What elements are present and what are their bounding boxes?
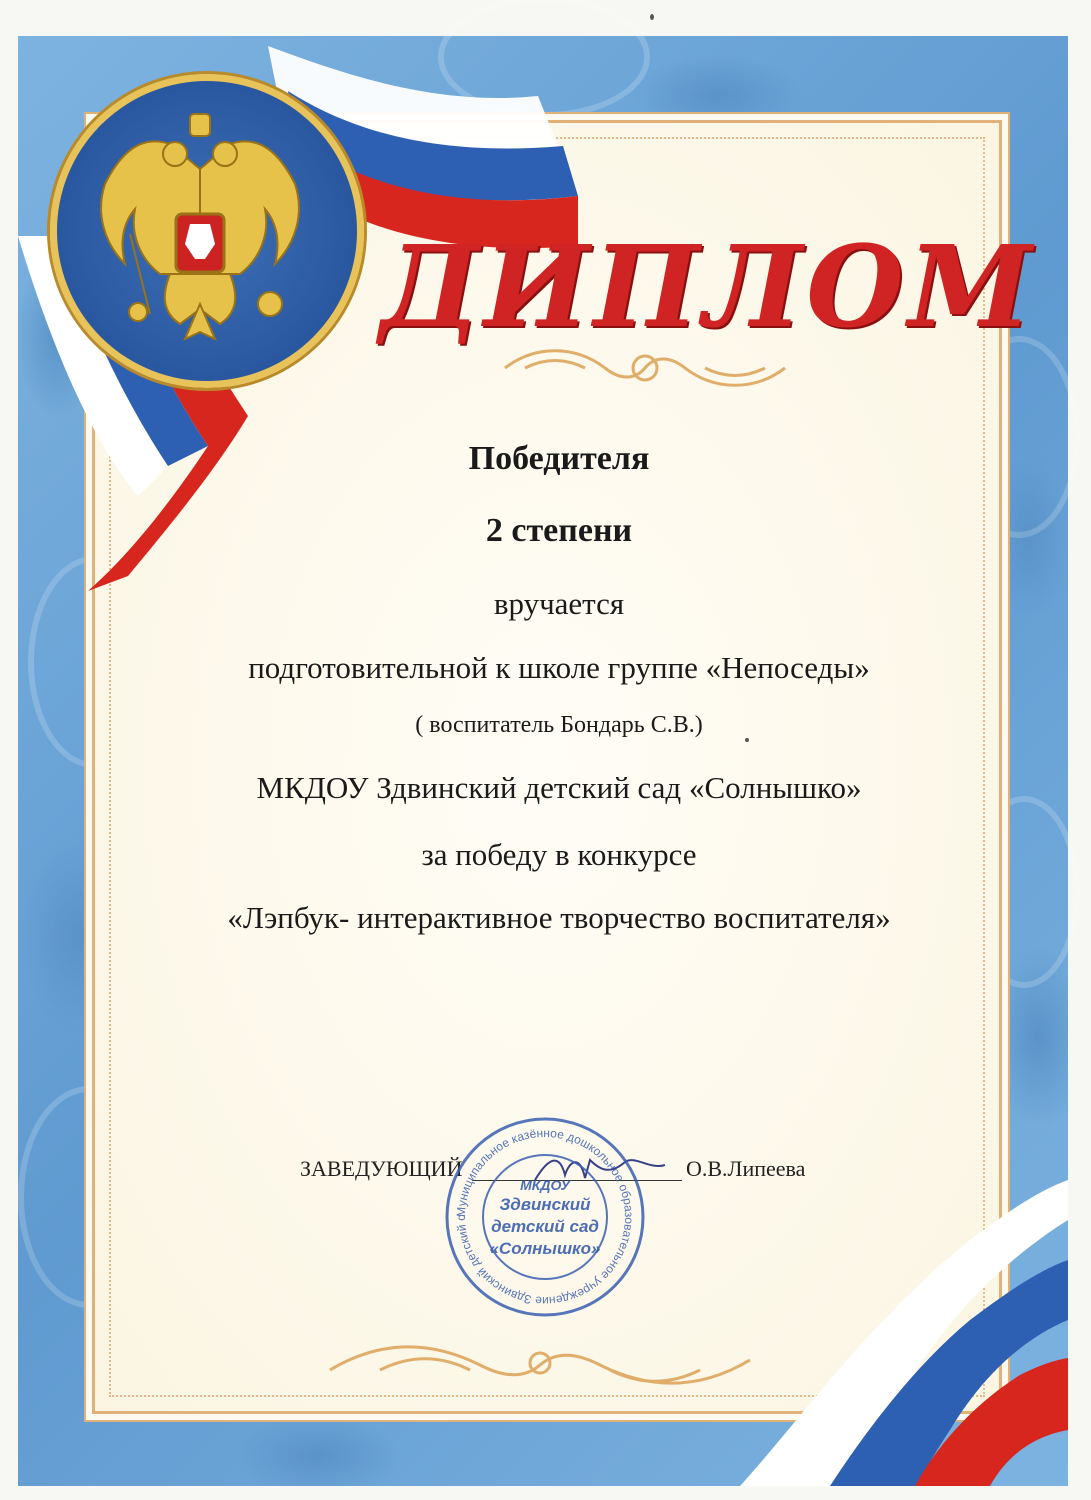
institution-stamp [440,1112,650,1327]
svg-text:МКДОУ: МКДОУ [520,1177,570,1193]
signature-role: ЗАВЕДУЮЩИЙ [300,1156,463,1181]
russian-coat-of-arms-icon [50,74,350,374]
awarded-text: вручается [493,586,625,621]
svg-text:Муниципальное казённое дошколь: Муниципальное казённое дошкольное образовательное учреждение Здвинский детский с [453,1125,637,1309]
emblem-medallion [50,74,364,388]
diploma-title: ДИПЛОМ [380,222,1036,353]
paper-speck [650,14,654,20]
recipient-text: подготовительной к школе группе «Непоседы» [248,650,870,685]
reason-text: за победу в конкурсе [421,837,697,872]
svg-text:Здвинский: Здвинский [499,1195,591,1214]
contest-text: «Лэпбук- интерактивное творчество воспитателя» [227,900,891,935]
teacher-text: ( воспитатель Бондарь С.В.) [415,712,703,738]
bottom-flourish-icon [320,1330,760,1390]
rank-line-1: Победителя [468,440,650,477]
signature-name: О.В.Липеева [686,1156,806,1181]
paper-speck [745,738,749,742]
svg-text:«Солнышко»: «Солнышко» [489,1239,601,1258]
rank-line-2: 2 степени [485,512,633,549]
title-flourish-icon [495,340,795,396]
institution-text: МКДОУ Здвинский детский сад «Солнышко» [256,770,862,805]
svg-text:детский сад: детский сад [491,1217,599,1236]
tricolor-ribbon-icon [720,1180,1068,1486]
